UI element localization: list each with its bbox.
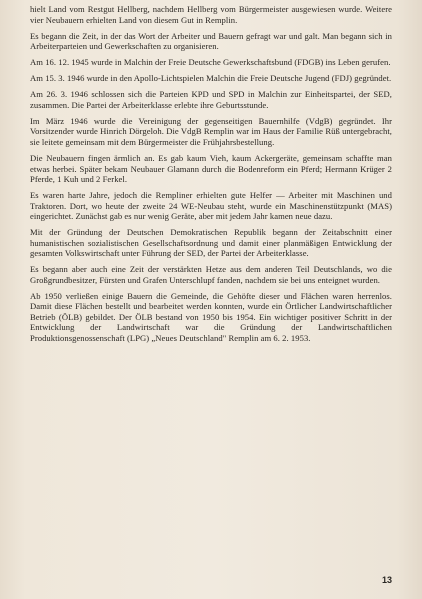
- page-number: 13: [381, 575, 392, 585]
- paragraph-4: Am 15. 3. 1946 wurde in den Apollo-Lichtspielen Malchin die Freie Deutsche Jugend (FDJ) gegründet.: [30, 73, 392, 84]
- paragraph-2: Es begann die Zeit, in der das Wort der Arbeiter und Bauern gefragt war und galt. Man begann sich in Arbeiterparteien und Gewerkschaften zu organisieren.: [30, 30, 392, 52]
- paragraph-10: Es begann aber auch eine Zeit der verstärkten Hetze aus dem anderen Teil Deutschlands, wo die Großgrundbesitzer, Fürsten und Grafen Unterschlupf fanden, nachdem sie bei uns enteignet wurden.: [30, 264, 392, 285]
- paragraph-7: Die Neubauern fingen ärmlich an. Es gab kaum Vieh, kaum Ackergeräte, gemeinsam schaffte man etwas herbei. Später bekam Neubauer Glamann durch die Bodenreform ein Pferd; Hermann Krüger 2 Pferde, 1 Kuh und 2 Ferkel.: [30, 153, 392, 185]
- paragraph-9: Mit der Gründung der Deutschen Demokratischen Republik begann der Zeitabschnitt einer humanistischen sozialistischen Gesellschaftsordnung und damit einer planmäßigen Entwicklung der gesamten Volkswirtschaft unter Führung der SED, der Partei der Arbeiterklasse.: [30, 227, 392, 259]
- paragraph-6: Im März 1946 wurde die Vereinigung der gegenseitigen Bauernhilfe (VdgB) gegründet. Ihr Vorsitzender wurde Hinrich Dörgeloh. Die VdgB Remplin war im Haus der Familie Rüß untergebracht, sie leitete gemeinsam mit dem Bürgermeister die Frühjahrsbestellung.: [30, 115, 392, 147]
- paragraph-8: Es waren harte Jahre, jedoch die Rempliner erhielten gute Helfer — Arbeiter mit Maschinen und Traktoren. Dort, wo heute der zweite 24 WE-Neubau steht, wurde ein Maschinenstützpunkt (MAS) eingerichtet. Zunächst gab es nur wenig Geräte, aber mit jedem Jahr kamen neue dazu.: [30, 190, 392, 222]
- paragraph-11: Ab 1950 verließen einige Bauern die Gemeinde, die Gehöfte dieser und Flächen waren herrenlos. Damit diese Flächen bestellt und bearbeitet werden konnten, wurde ein Örtlicher Landwirtschaftlicher Betrieb (ÖLB) gebildet. Der ÖLB bestand von 1950 bis 1954. Ein wichtiger positiver Schritt in der Entwicklung der Landwirtschaft war die Gründung der Landwirtschaftlichen Produktionsgenossenschaft (LPG) „Neues Deutschland" Remplin am 6. 2. 1953.: [30, 290, 392, 343]
- paragraph-3: Am 16. 12. 1945 wurde in Malchin der Freie Deutsche Gewerkschaftsbund (FDGB) ins Leben gerufen.: [30, 57, 391, 68]
- paragraph-1: hielt Land vom Restgut Hellberg, nachdem Hellberg vom Bürgermeister ausgewiesen wurde. Weitere vier Neubauern erhielten Land von diesem Gut in Remplin.: [30, 4, 392, 25]
- paragraph-5: Am 26. 3. 1946 schlossen sich die Parteien KPD und SPD in Malchin zur Einheitspartei, der SED, zusammen. Die Partei der Arbeiterklasse erlebte ihre Geburtsstunde.: [30, 89, 392, 110]
